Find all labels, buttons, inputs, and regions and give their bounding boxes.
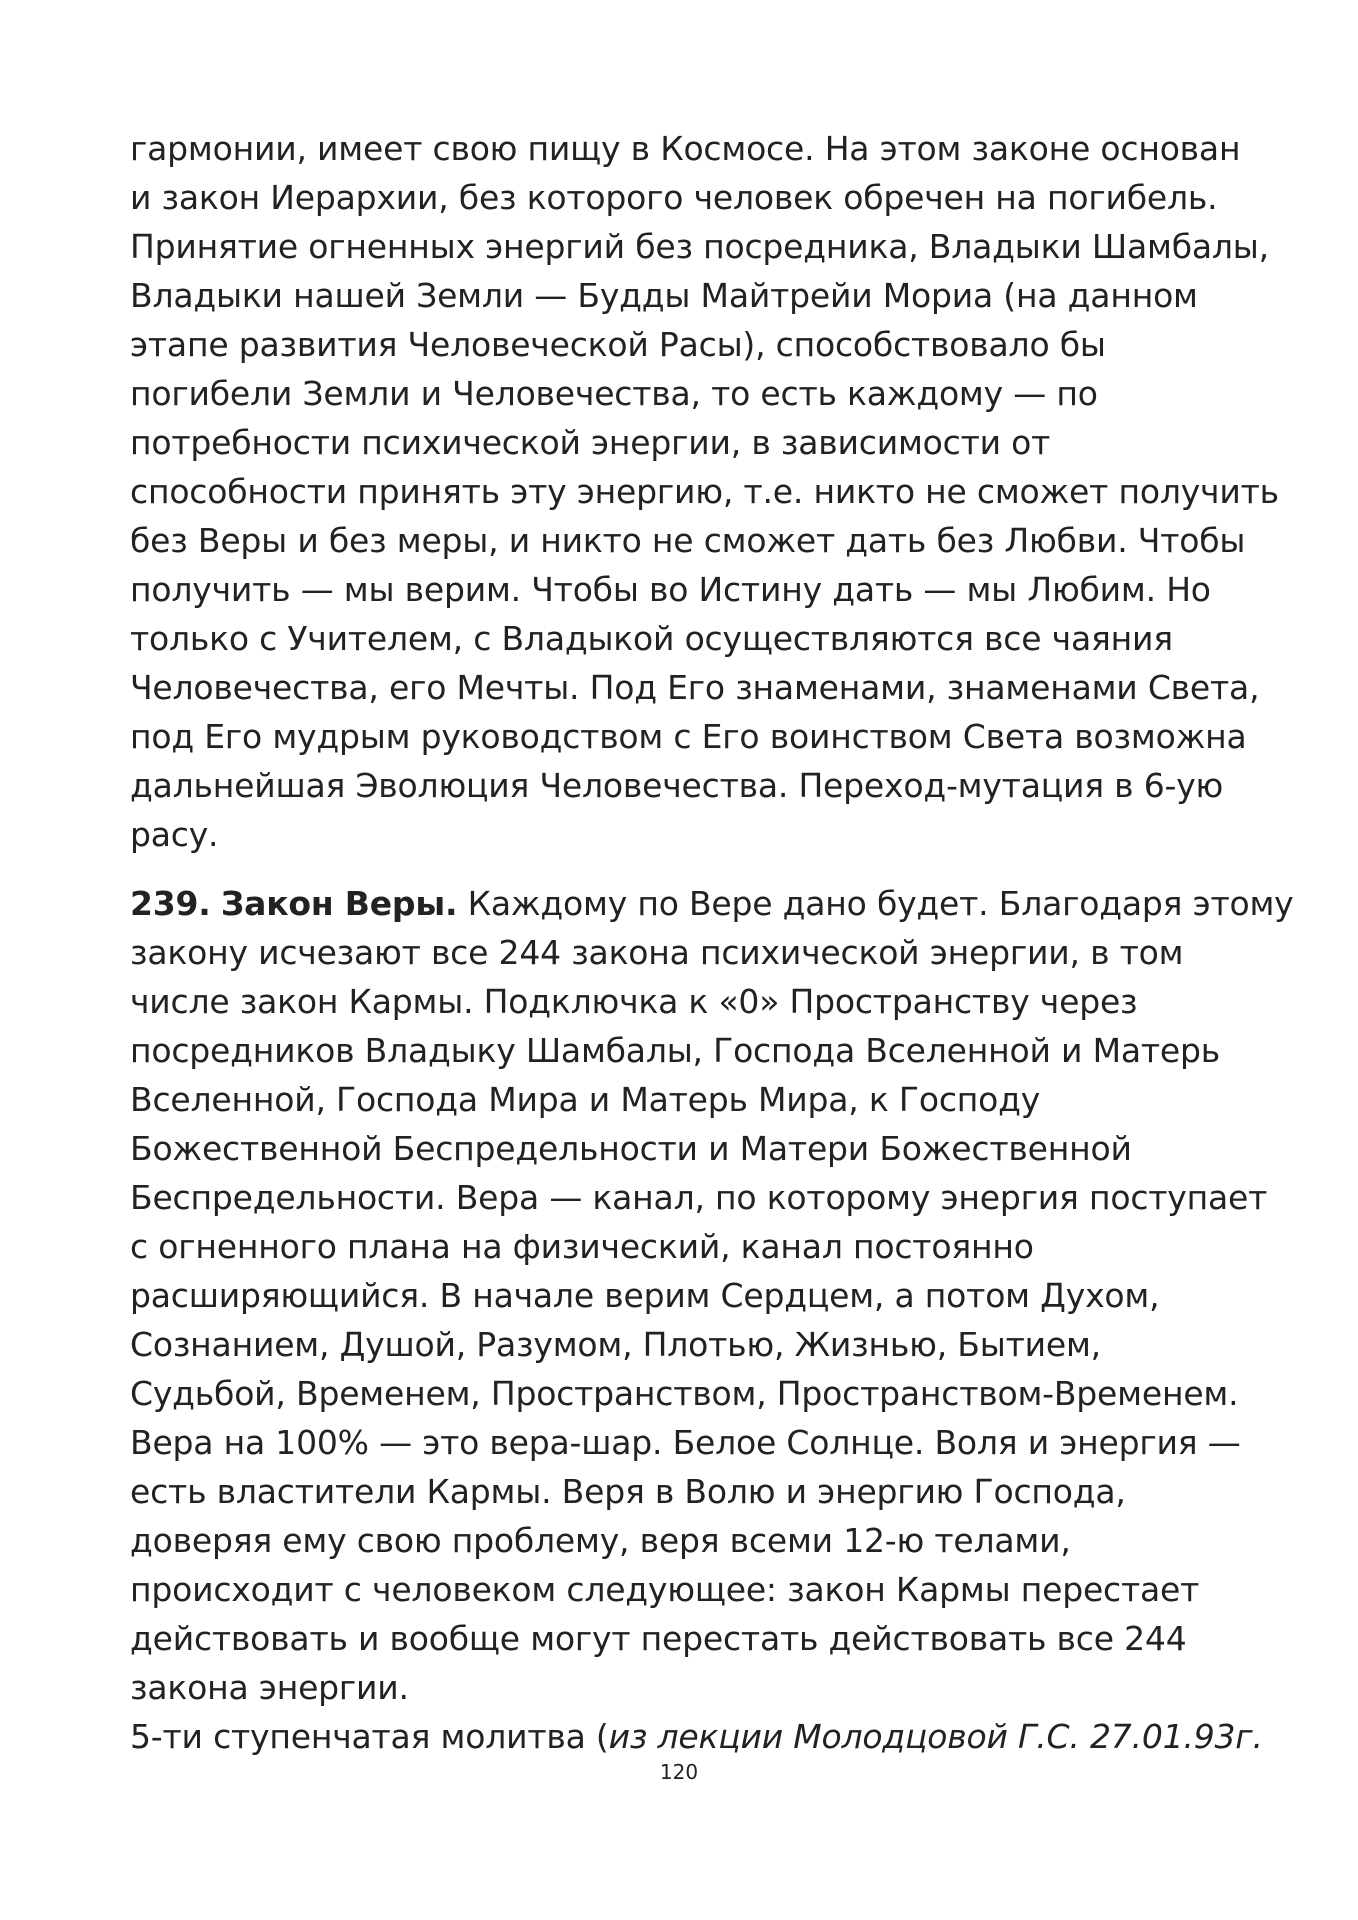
lecture-citation: из лекции Молодцовой Г.С. 27.01.93г. (608, 1717, 1263, 1756)
text-line: потребности психической энергии, в зависимости от (130, 423, 1051, 462)
text-line: этапе развития Человеческой Расы), способствовало бы (130, 325, 1106, 364)
law-number: 239. (130, 884, 211, 923)
paragraph-hierarchy (130, 124, 1279, 859)
text-line: закона энергии. (130, 1668, 409, 1707)
paragraph-law-of-faith (130, 879, 1294, 1761)
text-line: Принятие огненных энергий без посредника, Владыки Шамбалы, (130, 227, 1269, 266)
text-line: Божественной Беспредельности и Матери Божественной (130, 1129, 1132, 1168)
text-line: с огненного плана на физический, канал постоянно (130, 1227, 1034, 1266)
text-line: происходит с человеком следующее: закон Кармы перестает (130, 1570, 1200, 1609)
heading-line-text: Каждому по Вере дано будет. Благодаря этому (467, 884, 1294, 923)
text-line: Вера на 100% — это вера-шар. Белое Солнце. Воля и энергия — (130, 1423, 1241, 1462)
text-line: расу. (130, 815, 219, 854)
heading-line (130, 879, 1294, 928)
prayer-line (130, 1712, 1263, 1761)
text-line: Человечества, его Мечты. Под Его знаменами, знаменами Света, (130, 668, 1260, 707)
text-line: Беспредельности. Вера — канал, по которому энергия поступает (130, 1178, 1268, 1217)
text-line: погибели Земли и Человечества, то есть каждому — по (130, 374, 1098, 413)
text-line: только с Учителем, с Владыкой осуществляются все чаяния (130, 619, 1173, 658)
text-line: доверяя ему свою проблему, веря всеми 12-ю телами, (130, 1521, 1071, 1560)
page-body (130, 124, 1294, 1761)
text-line: дальнейшая Эволюция Человечества. Переход-мутация в 6-ую (130, 766, 1224, 805)
text-line: расширяющийся. В начале верим Сердцем, а потом Духом, (130, 1276, 1160, 1315)
text-line: Вселенной, Господа Мира и Матерь Мира, к Господу (130, 1080, 1041, 1119)
text-line: гармонии, имеет свою пищу в Космосе. На этом законе основан (130, 129, 1241, 168)
text-line: посредников Владыку Шамбалы, Господа Вселенной и Матерь (130, 1031, 1221, 1070)
text-line: способности принять эту энергию, т.е. никто не сможет получить (130, 472, 1279, 511)
prayer-line-text: 5-ти ступенчатая молитва ( (130, 1717, 609, 1756)
page-number: 120 (659, 1760, 699, 1784)
text-line: есть властители Кармы. Веря в Волю и энергию Господа, (130, 1472, 1126, 1511)
text-line: без Веры и без меры, и никто не сможет дать без Любви. Чтобы (130, 521, 1246, 560)
text-line: Судьбой, Временем, Пространством, Пространством-Временем. (130, 1374, 1239, 1413)
paragraph-spacer (130, 859, 1250, 879)
law-title: Закон Веры. (220, 884, 458, 923)
text-line: и закон Иерархии, без которого человек обречен на погибель. (130, 178, 1218, 217)
text-line: Владыки нашей Земли — Будды Майтрейи Мориа (на данном (130, 276, 1198, 315)
text-line: Сознанием, Душой, Разумом, Плотью, Жизнью, Бытием, (130, 1325, 1101, 1364)
text-line: действовать и вообще могут перестать действовать все 244 (130, 1619, 1187, 1658)
text-line: числе закон Кармы. Подключка к «0» Пространству через (130, 982, 1138, 1021)
text-line: закону исчезают все 244 закона психической энергии, в том (130, 933, 1184, 972)
text-line: под Его мудрым руководством с Его воинством Света возможна (130, 717, 1247, 756)
text-line: получить — мы верим. Чтобы во Истину дать — мы Любим. Но (130, 570, 1211, 609)
